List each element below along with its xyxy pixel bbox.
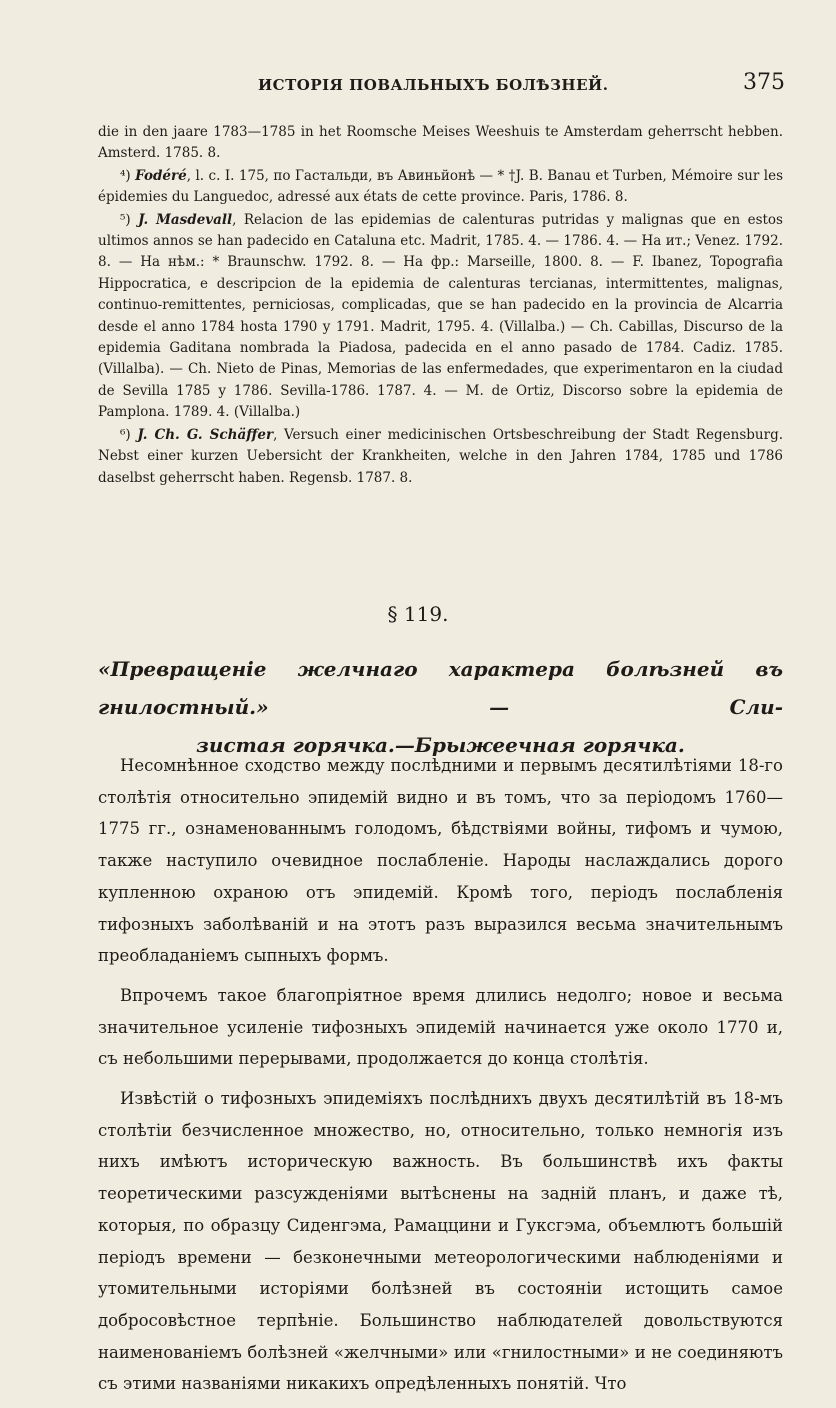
paragraph: Несомнѣнное сходство между послѣдними и первымъ десятилѣтіями 18-го столѣтія относительно эпидемій видно и въ томъ, что за періодомъ 1760—1775 гг., ознаменованнымъ голодомъ, бѣдствіями войны, тифомъ и чумою, также наступило очевидное послабленіе. Народы наслаждались дорого купленною охраною отъ эпидемій. Кромѣ того, періодъ послабленія тифозныхъ заболѣваній и на этотъ разъ выразился весьма значительнымъ преобладаніемъ сыпныхъ формъ. <box>98 756 783 966</box>
footnote-author: Fodéré <box>135 167 187 184</box>
footnote-6 <box>98 425 783 489</box>
footnote-text: , l. c. I. 175, по Гастальди, въ Авиньйонѣ — * †J. B. Banau et Turben, Mémoire sur les épidemies du Languedoc, adressé aux états de cette province. Paris, 1786. 8. <box>98 167 783 206</box>
paragraph: Впрочемъ такое благопріятное время длились недолго; новое и весьма значительное усиленіе тифозныхъ эпидемій начинается уже около 1770 и, съ небольшими перерывами, продолжается до конца столѣтія. <box>98 985 783 1069</box>
running-head: ИСТОРІЯ ПОВАЛЬНЫХЪ БОЛѢЗНЕЙ. <box>258 76 609 94</box>
footnote-marker: ⁵) <box>120 211 131 228</box>
footnotes <box>98 122 783 490</box>
section-heading-line-1: «Превращеніе желчнаго характера болѣзней въ гнилостный.» — Сли- <box>98 657 783 719</box>
footnote-marker: ⁴) <box>120 167 131 184</box>
footnote-4 <box>98 166 783 209</box>
footnote-marker: ⁶) <box>120 426 131 443</box>
footnote-text: , Relacion de las epidemias de calenturas putridas y malignas que en estos ultimos annos se han padecido en Cataluna etc. Madrit, 1785. 4. — 1786. 4. — На ит.; Venez. 1792. 8. — На нѣм.: * Braunschw. 1792. 8. — На фр.: Marseille, 1800. 8. — F. Ibanez, Topografia Hippocratica, e descripcion de la epidemia de calenturas tercianas, intermittentes, malignas, continuo-remittentes, perniciosas, complicadas, que se han padecido en la provincia de Alcarria desde el anno 1784 hosta 1790 y 1791. Madrit, 1795. 4. (Villalba.) — Ch. Cabillas, Discurso de la epidemia Gaditana nombrada la Piadosa, padecida en el anno pasado de 1784. Cadiz. 1785. (Villalba). — Ch. Nieto de Pinas, Memorias de las enfermedades, que experimentaron en la ciudad de Sevilla 1785 y 1786. Sevilla-1786. 1787. 4. — M. de Ortiz, Discorso sobre la epidemia de Pamplona. 1789. 4. (Villalba.) <box>98 211 783 421</box>
paragraph: Извѣстій о тифозныхъ эпидеміяхъ послѣднихъ двухъ десятилѣтій въ 18-мъ столѣтіи безчисленное множество, но, относительно, только немногія изъ нихъ имѣютъ историческую важность. Въ большинствѣ ихъ факты теоретическими разсужденіями вытѣснены на задній планъ, и даже тѣ, которыя, по образцу Сиденгэма, Рамаццини и Гуксгэма, объемлютъ большій періодъ времени — безконечными метеорологическими наблюденіями и утомительными исторіями болѣзней въ состояніи истощить самое добросовѣстное терпѣніе. Большинство наблюдателей довольствуются наименованіемъ болѣзней «желчными» или «гнилостными» и не соединяютъ съ этими названіями никакихъ опредѣленныхъ понятій. Что <box>98 1089 783 1394</box>
footnote-text: , Versuch einer medicinischen Ortsbeschreibung der Stadt Regensburg. Nebst einer kurzen Uebersicht der Krankheiten, welche in den Jahren 1784, 1785 und 1786 daselbst geherrscht haben. Regensb. 1787. 8. <box>98 426 784 486</box>
section-heading-line-2: зистая горячка.—Брыжеечная горячка. <box>196 733 685 757</box>
section-heading <box>98 650 783 764</box>
footnote-5 <box>98 210 783 424</box>
page-number: 375 <box>743 70 785 95</box>
footnote-text: die in den jaare 1783—1785 in het Roomsche Meises Weeshuis te Amsterdam geherrscht hebben. Amsterd. 1785. 8. <box>98 124 783 162</box>
footnote-author: J. Ch. G. Schäffer <box>137 426 274 443</box>
section-number: § 119. <box>387 602 449 626</box>
footnote-author: J. Masdevall <box>138 211 233 228</box>
footnote-continuation <box>98 122 783 165</box>
body-text <box>98 750 783 1408</box>
